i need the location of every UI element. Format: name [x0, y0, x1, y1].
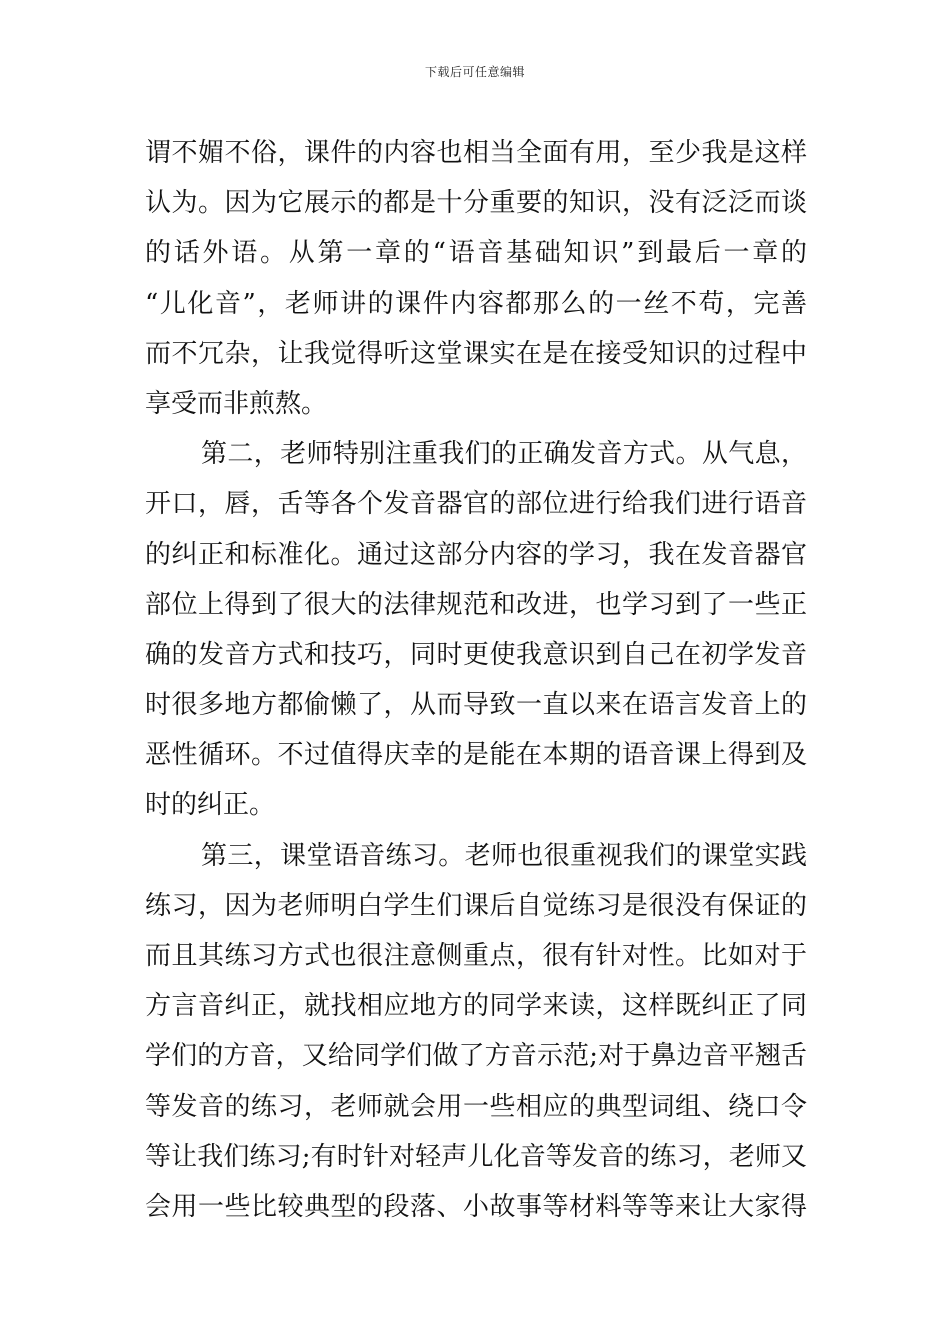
- page-header: 下载后可任意编辑: [424, 65, 525, 79]
- text-line: 练习，因为老师明白学生们课后自觉练习是很没有保证的: [145, 890, 807, 921]
- text-line: 确的发音方式和技巧，同时更使我意识到自己在初学发音: [145, 639, 807, 670]
- text-line: “儿化音”，老师讲的课件内容都那么的一丝不苟，完善: [145, 288, 807, 319]
- paragraph: [145, 429, 807, 831]
- text-line: 而且其练习方式也很注意侧重点，很有针对性。比如对于: [145, 941, 807, 971]
- text-line: 的话外语。从第一章的“语音基础知识”到最后一章的: [145, 238, 807, 269]
- text-line: 开口，唇，舌等各个发音器官的部位进行给我们进行语音: [145, 489, 807, 520]
- text-line: 恶性循环。不过值得庆幸的是能在本期的语音课上得到及: [145, 740, 807, 771]
- paragraph: [145, 831, 807, 1233]
- text-line: 时很多地方都偷懒了，从而导致一直以来在语言发音上的: [145, 690, 807, 721]
- text-line: 而不冗杂，让我觉得听这堂课实在是在接受知识的过程中: [145, 338, 807, 369]
- text-line: 学们的方音，又给同学们做了方音示范;对于鼻边音平翘舌: [145, 1041, 807, 1072]
- text-line: 第二，老师特别注重我们的正确发音方式。从气息，: [201, 439, 807, 470]
- text-line: 的纠正和标准化。通过这部分内容的学习，我在发音器官: [145, 539, 807, 570]
- text-line: 第三，课堂语音练习。老师也很重视我们的课堂实践: [201, 840, 807, 871]
- text-line: 时的纠正。: [145, 790, 276, 821]
- text-line: 等发音的练习，老师就会用一些相应的典型词组、绕口令: [145, 1091, 807, 1122]
- text-line: 享受而非煎熬。: [145, 388, 328, 419]
- text-line: 等让我们练习;有时针对轻声儿化音等发音的练习，老师又: [145, 1141, 807, 1172]
- text-line: 谓不媚不俗，课件的内容也相当全面有用，至少我是这样: [145, 138, 807, 168]
- document-body: [145, 128, 807, 1232]
- text-line: 认为。因为它展示的都是十分重要的知识，没有泛泛而谈: [145, 188, 807, 219]
- text-line: 会用一些比较典型的段落、小故事等材料等等来让大家得: [145, 1191, 807, 1222]
- paragraph: [145, 128, 807, 429]
- text-line: 部位上得到了很大的法律规范和改进，也学习到了一些正: [145, 589, 807, 620]
- text-line: 方言音纠正，就找相应地方的同学来读，这样既纠正了同: [145, 991, 807, 1022]
